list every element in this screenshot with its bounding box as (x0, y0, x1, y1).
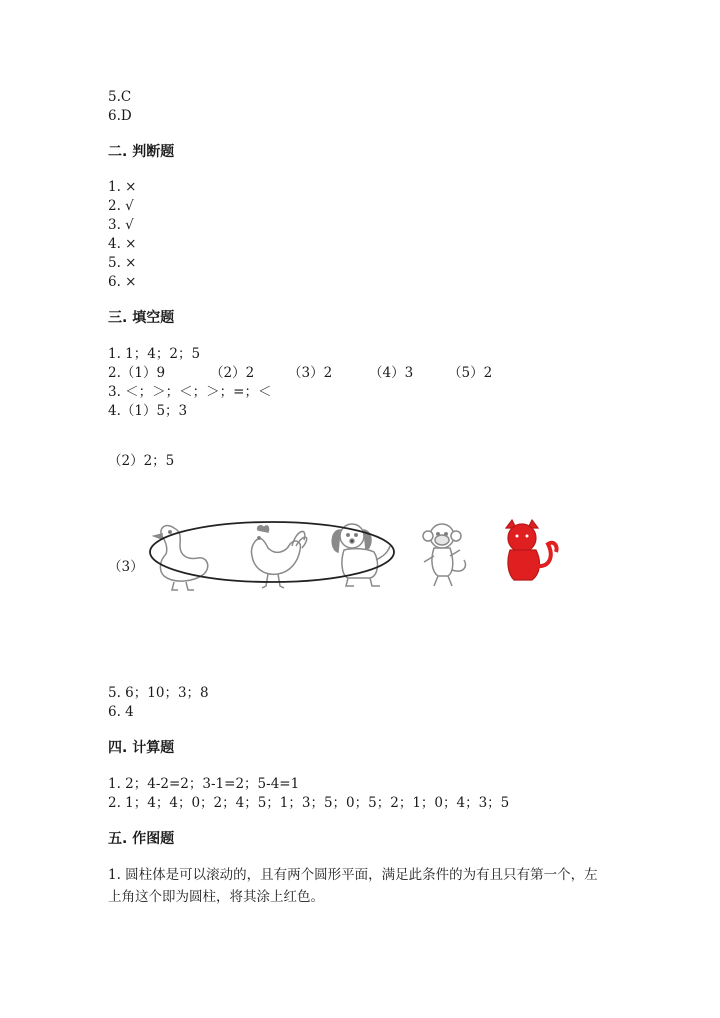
judge-answer: 1. × (108, 179, 137, 195)
calc-answer-2: 2. 1；4；4；0；2；4；5；1；3；5；0；5；2；1；0；4；3；5 (108, 795, 510, 811)
fill-answer-5: 5. 6；10；3；8 (108, 685, 209, 701)
fill-answer-4-3-label: （3） (108, 559, 144, 575)
judge-answer: 5. × (108, 255, 137, 271)
calc-answer-1: 1. 2；4-2=2；3-1=2；5-4=1 (108, 776, 300, 792)
fill-answer-4-2: （2）2；5 (108, 453, 175, 469)
judge-answer: 3. √ (108, 217, 134, 233)
fill-answer-1: 1. 1；4；2；5 (108, 346, 201, 362)
judge-answer: 6. × (108, 274, 137, 290)
draw-answer-1: 1. 圆柱体是可以滚动的，且有两个圆形平面，满足此条件的为有且只有第一个，左上角这个即为圆柱，将其涂上红色。 (108, 867, 598, 905)
fill-answer-2-part: （5）2 (448, 365, 493, 381)
fill-answer-2-part: （4）3 (369, 365, 414, 381)
fill-answer-2-part: 2.（1）9 (108, 365, 166, 381)
answer-5: 5.C (108, 89, 132, 105)
fill-answer-3: 3. ＜；＞；＜；＞；=；＜ (108, 384, 272, 400)
judge-answer: 4. × (108, 236, 137, 252)
rooster-icon (251, 526, 306, 588)
judge-answer: 2. √ (108, 198, 134, 214)
answer-6: 6.D (108, 108, 132, 124)
fill-answer-4-1: 4.（1）5；3 (108, 403, 188, 419)
monkey-icon (423, 524, 466, 586)
fill-answer-6: 6. 4 (108, 704, 134, 720)
fill-answer-2-part: （2）2 (210, 365, 255, 381)
animal-figure (108, 516, 568, 616)
duck-icon (154, 526, 208, 590)
fill-answer-2-part: （3）2 (288, 365, 333, 381)
section-title-draw: 五. 作图题 (108, 831, 175, 847)
cat-icon (506, 520, 557, 580)
section-title-calc: 四. 计算题 (108, 740, 175, 756)
section-title-fill: 三. 填空题 (108, 310, 175, 326)
section-title-judge: 二. 判断题 (108, 144, 175, 160)
